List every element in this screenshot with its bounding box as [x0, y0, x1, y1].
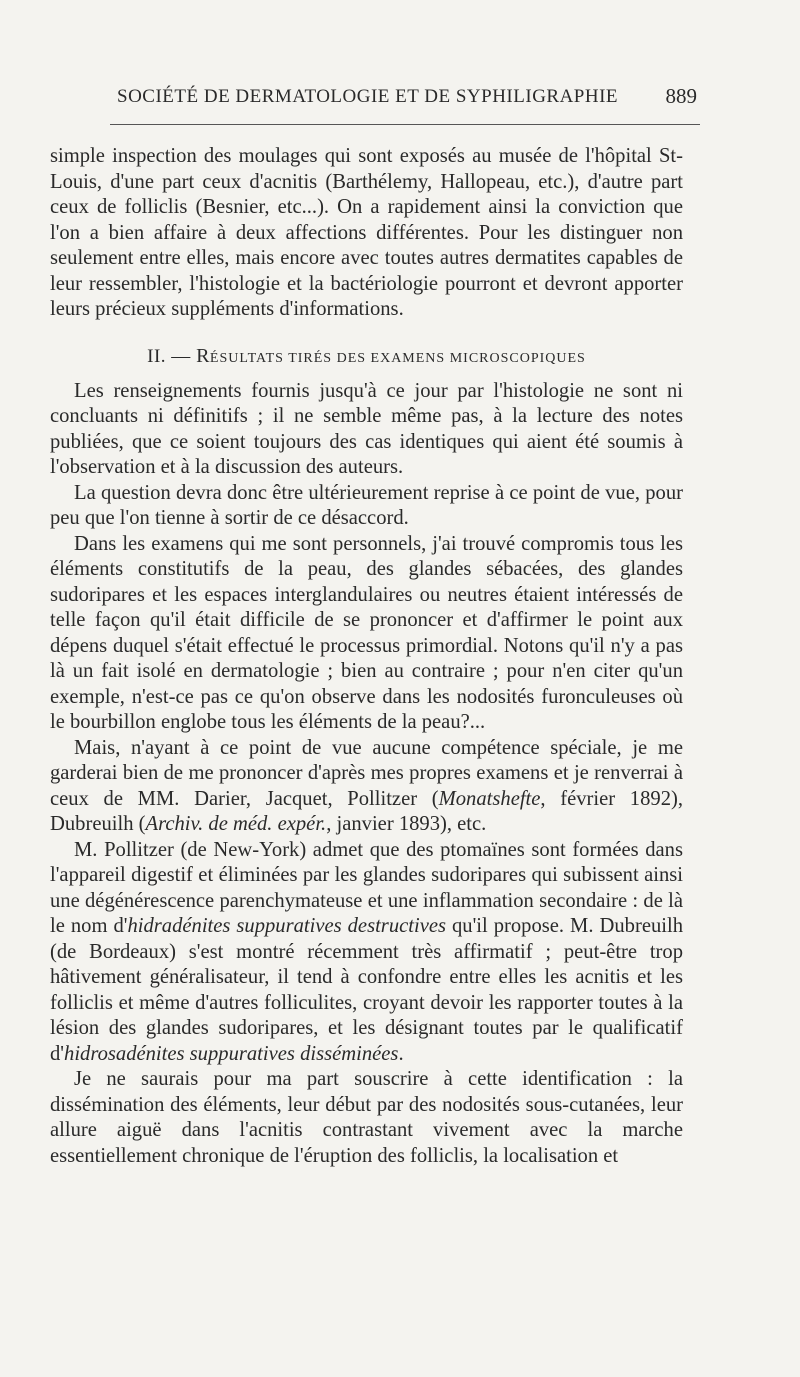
paragraph-4: Mais, n'ayant à ce point de vue aucune compétence spéciale, je me garderai bien de me prononcer d'après mes propres examens et je renverrai à ceux de MM. Darier, Jacquet, Pollitzer (Monatshefte, février 1892), Dubreuilh (Archiv. de méd. expér., janvier 1893), etc. — [50, 736, 683, 835]
term-hidrosadenites: hidrosadénites suppuratives disséminées — [64, 1042, 399, 1065]
page-number: 889 — [665, 84, 697, 108]
paragraph-3: Dans les examens qui me sont personnels, j'ai trouvé compromis tous les éléments constitutifs de la peau, des glandes sébacées, des glandes sudoripares et les espaces interglandulaires ou neutres étaient intéressés de telle façon qu'il était difficile de se prononcer et d'affirmer le point aux dépens duquel s'était effectué le processus primordial. Notons qu'il n'y a pas là un fait isolé en dermatologie ; bien au contraire ; pour n'en citer qu'un exemple, n'est-ce pas ce qu'on observe dans les nodosités furonculeuses où le bourbillon englobe tous les éléments de la peau?... — [50, 532, 683, 733]
body-text — [50, 144, 683, 1169]
section-heading — [50, 344, 683, 371]
paragraph-2: La question devra donc être ultérieurement reprise à ce point de vue, pour peu que l'on tienne à sortir de ce désaccord. — [50, 481, 683, 529]
section-initial: R — [196, 344, 210, 367]
section-title-rest: ÉSULTATS TIRÉS DES EXAMENS MICROSCOPIQUES — [209, 350, 586, 366]
paragraph-5: M. Pollitzer (de New-York) admet que des ptomaïnes sont formées dans l'appareil digestif et éliminées par les glandes sudoripares qui subissent ainsi une dégénérescence parenchymateuse et une inflammation secondaire : de là le nom d'hidradénites suppuratives destructives qu'il propose. M. Dubreuilh (de Bordeaux) s'est montré récemment très affirmatif ; peut-être trop hâtivement généralisateur, il tend à confondre entre elles les acnitis et les folliclis et même d'autres folliculites, croyant devoir les rapporter toutes à la lésion des glandes sudoripares, et les désignant toutes par le qualificatif d'hidrosadénites suppuratives disséminées. — [50, 838, 683, 1065]
term-hidradenites: hidradénites suppuratives destructives — [127, 915, 446, 937]
intro-paragraph: simple inspection des moulages qui sont exposés au musée de l'hôpital St-Louis, d'une part ceux d'acnitis (Barthélemy, Hallopeau, etc.), d'autre part ceux de folliclis (Besnier, etc...). On a rapidement ainsi la conviction que l'on a bien affaire à deux affections différentes. Pour les distinguer non seulement entre elles, mais encore avec toutes autres dermatites capables de leur ressembler, l'histologie et la bactériologie pourront et devront apporter leurs précieux suppléments d'informations. — [50, 145, 683, 320]
header-rule — [110, 124, 700, 125]
citation-archiv: Archiv. de méd. expér. — [145, 813, 327, 835]
section-number: II. — — [147, 345, 191, 367]
paragraph-6: Je ne saurais pour ma part souscrire à cette identification : la dissémination des éléments, leur début par des nodosités sous-cutanées, leur allure aiguë dans l'acnitis contrastant vivement avec la marche essentiellement chronique de l'éruption des folliclis, la localisation et — [50, 1068, 683, 1167]
paragraph-1: Les renseignements fournis jusqu'à ce jour par l'histologie ne sont ni concluants ni définitifs ; il ne semble même pas, à la lecture des notes publiées, que ce soient toujours des cas identiques qui aient été soumis à l'observation et à la discussion des auteurs. — [50, 379, 683, 478]
running-title: SOCIÉTÉ DE DERMATOLOGIE ET DE SYPHILIGRAPHIE — [117, 86, 619, 107]
citation-monatshefte: Monatshefte — [438, 787, 541, 810]
